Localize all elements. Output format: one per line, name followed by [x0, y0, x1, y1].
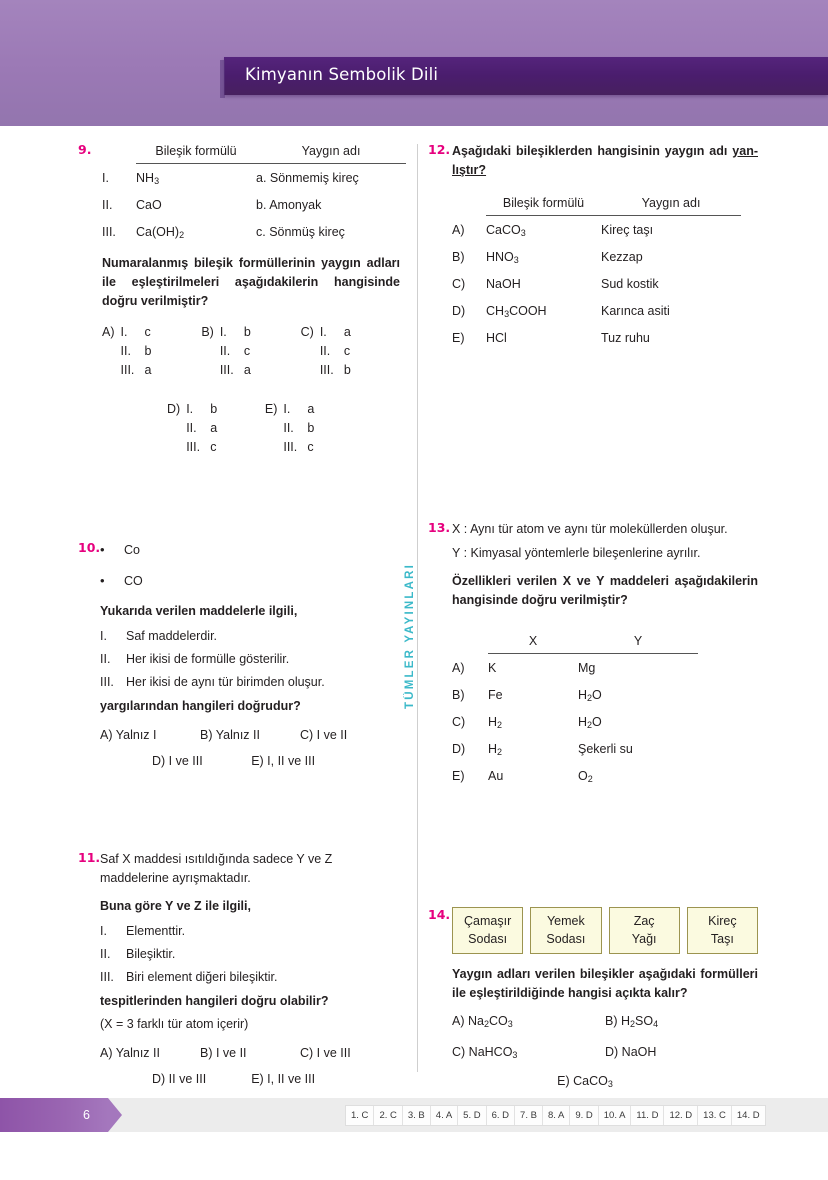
question-13 [428, 520, 758, 792]
row-x-value: K [488, 661, 497, 675]
answer-key-item: 9. D [570, 1106, 598, 1125]
row-x-value: Au [488, 769, 504, 783]
answer-key-item: 13. C [698, 1106, 732, 1125]
choice-c-label: C) [452, 277, 466, 291]
row-common-name: Tuz ruhu [601, 331, 650, 345]
question-14-word-boxes [452, 907, 758, 954]
choice-b[interactable]: B) Yalnız II [199, 728, 260, 742]
question-10-number: 10. [78, 540, 101, 555]
choice-e-label: E) [264, 402, 278, 416]
bullet-icon: • [100, 573, 105, 588]
table-header-row [102, 142, 400, 164]
answer-key-item: 5. D [458, 1106, 486, 1125]
choice-a[interactable]: A) Yalnız II [100, 1046, 160, 1060]
answer-key-item: 14. D [736, 1110, 760, 1121]
question-9 [78, 142, 400, 457]
answer-key-item: 4. A [431, 1106, 458, 1125]
word-box: Kireç Taşı [687, 907, 758, 954]
row-formula: NaOH [486, 277, 521, 291]
question-11-intro: Saf X maddesi ısıtıldığında sadece Y ve Z maddelerine ayrışmaktadır. [100, 852, 333, 885]
choice-c[interactable]: C) I ve III [299, 1046, 351, 1060]
choice-e-label: E) [452, 769, 465, 783]
statement-row: III. Her ikisi de aynı tür birimden oluşur. [100, 675, 325, 689]
question-9-stem: Numaralanmış bileşik formüllerinin yaygın adları ile eşleştirilmeleri aşağıdakilerin hangisinde doğru verilmiştir? [102, 256, 400, 308]
word-box: Yemek Sodası [530, 907, 601, 954]
row-common-name: Kireç taşı [601, 223, 654, 237]
row-formula: $NH_3$ [136, 171, 160, 186]
question-10-choices-row1 [100, 726, 400, 745]
choice-b[interactable]: B) $H_2SO_4$ [605, 1014, 659, 1029]
choice-b-label: B) [201, 325, 214, 339]
row-label: II. [102, 198, 113, 212]
table-row[interactable] [452, 654, 758, 681]
choice-a-label: A) [452, 223, 465, 237]
statement-row: II. Bileşiktir. [100, 947, 176, 961]
column-header-name: Yaygın adı [601, 194, 741, 216]
row-formula: CaO [136, 198, 162, 212]
table-header-row [452, 194, 758, 216]
question-12-number: 12. [428, 142, 451, 157]
table-row[interactable] [452, 324, 758, 351]
answer-key [345, 1105, 766, 1126]
publisher-watermark [398, 526, 422, 746]
table-row[interactable] [452, 297, 758, 324]
question-10-stem-top: Yukarıda verilen maddelerle ilgili, [100, 604, 298, 618]
answer-key-item: 11. D [631, 1106, 664, 1125]
choice-d[interactable]: D) II ve III [152, 1072, 207, 1086]
row-formula: $Ca(OH)_2$ [136, 225, 185, 240]
question-14-number: 14. [428, 907, 451, 922]
choice-d[interactable]: D) NaOH [605, 1045, 657, 1059]
table-row[interactable] [452, 708, 758, 735]
choice-d-label: D) [167, 402, 181, 416]
table-row[interactable] [452, 762, 758, 789]
word-box: Çamaşır Sodası [452, 907, 523, 954]
question-12-stem: Aşağıdaki bileşiklerden hangisinin yaygın adı yan-lıştır? [452, 144, 758, 177]
answer-key-item: 10. A [599, 1106, 632, 1125]
choice-e[interactable]: E) I, II ve III [251, 754, 316, 768]
row-y-value: $H_2O$ [578, 715, 602, 730]
bullet-icon: • [100, 542, 105, 557]
column-header-formula: Bileşik formülü [136, 142, 256, 164]
question-14-choices-row3 [452, 1072, 758, 1094]
list-item [100, 571, 400, 591]
question-9-choices-top [102, 323, 400, 380]
row-formula: CaCO$_3$ [486, 223, 526, 238]
choice-c-label: C) [452, 715, 466, 729]
row-label: III. [102, 225, 116, 239]
table-row[interactable] [452, 243, 758, 270]
word-box: Zaç Yağı [609, 907, 680, 954]
question-14-choices-row2 [452, 1043, 758, 1065]
question-13-stem: Özellikleri verilen X ve Y maddeleri aşağıdakilerin hangisinde doğru verilmiştir? [452, 574, 758, 607]
row-common-name: b. Amonyak [256, 198, 322, 212]
question-11 [78, 850, 400, 1089]
column-header-x: X [488, 632, 578, 654]
question-13-line-y: Y : Kimyasal yöntemlerle bileşenlerine ayrılır. [452, 546, 701, 560]
row-x-value: Fe [488, 688, 503, 702]
answer-key-item: 6. D [487, 1106, 515, 1125]
question-10-stem-bottom: yargılarından hangileri doğrudur? [100, 699, 301, 713]
column-header-name: Yaygın adı [256, 142, 406, 164]
page-number-badge [0, 1098, 108, 1132]
row-common-name: a. Sönmemiş kireç [256, 171, 359, 185]
column-header-formula: Bileşik formülü [486, 194, 601, 216]
answer-key-item: 2. C [374, 1106, 402, 1125]
question-9-choices-bottom [102, 400, 400, 457]
table-row [102, 191, 400, 218]
row-label: I. [102, 171, 109, 185]
question-11-number: 11. [78, 850, 101, 865]
question-13-number: 13. [428, 520, 451, 535]
table-row[interactable] [452, 735, 758, 762]
statement-row: I. Saf maddelerdir. [100, 629, 218, 643]
row-x-value: $H_2$ [488, 742, 503, 757]
choice-a-label: A) [102, 325, 115, 339]
row-common-name: Sud kostik [601, 277, 659, 291]
answer-key-item: 7. B [515, 1106, 543, 1125]
question-9-number: 9. [78, 142, 92, 157]
row-y-value: $O_2$ [578, 769, 593, 784]
choice-d[interactable]: D) I ve III [152, 754, 203, 768]
page-title: Kimyanın Sembolik Dili [245, 65, 439, 84]
choice-d-label: D) [452, 304, 466, 318]
question-11-stem-bottom: tespitlerinden hangileri doğru olabilir? [100, 994, 329, 1008]
answer-key-item: 12. D [664, 1106, 698, 1125]
choice-b-label: B) [452, 250, 465, 264]
publisher-name: TÜMLER YAYINLARI [404, 555, 416, 717]
question-14-stem: Yaygın adları verilen bileşikler aşağıdaki formülleri ile eşleştirildiğinde hangisi açıkta kalır? [452, 967, 758, 1000]
statement-row: III. Biri element diğeri bileşiktir. [100, 970, 278, 984]
row-common-name: Karınca asiti [601, 304, 670, 318]
choice-e-label: E) [452, 331, 465, 345]
question-14 [428, 907, 758, 1094]
choice-c[interactable]: C) I. a II. c III. b [301, 323, 400, 380]
row-y-value: Şekerli su [578, 742, 633, 756]
choice-a-label: A) [452, 661, 465, 675]
page-content [0, 126, 828, 1089]
choice-e[interactable]: E) I. a II. b III. c [265, 400, 363, 457]
question-10-choices-row2 [100, 752, 400, 771]
question-12 [428, 142, 758, 354]
row-common-name: Kezzap [601, 250, 643, 264]
bullet-text: CO [124, 574, 143, 588]
choice-d[interactable]: D) I. b II. a III. c [167, 400, 265, 457]
choice-b-label: B) [452, 688, 465, 702]
question-12-table [452, 194, 758, 351]
question-10-statements [100, 627, 400, 692]
question-13-line-x: X : Aynı tür atom ve aynı tür moleküllerden oluşur. [452, 522, 728, 536]
table-row [102, 164, 400, 191]
choice-b[interactable]: B) I ve II [199, 1046, 247, 1060]
choice-a[interactable]: A) Yalnız I [100, 728, 157, 742]
table-row [102, 218, 400, 245]
choice-a[interactable]: A) I. c II. b III. a [102, 323, 201, 380]
page-number: 6 [83, 1108, 90, 1122]
question-10 [78, 540, 400, 771]
choice-e[interactable]: E) I, II ve III [251, 1072, 316, 1086]
table-row[interactable] [452, 216, 758, 243]
row-formula: $HNO_3$ [486, 250, 519, 265]
question-11-choices-row1 [100, 1044, 400, 1063]
list-item [100, 540, 400, 560]
row-formula: HCl [486, 331, 507, 345]
question-11-stem-top: Buna göre Y ve Z ile ilgili, [100, 899, 251, 913]
row-y-value: $H_2O$ [578, 688, 602, 703]
choice-c[interactable]: C) I ve II [299, 728, 348, 742]
row-y-value: Mg [578, 661, 596, 675]
column-header-y: Y [578, 632, 698, 654]
statement-row: I. Elementtir. [100, 924, 186, 938]
choice-b[interactable]: B) I. b II. c III. a [201, 323, 300, 380]
answer-key-item: 1. C [346, 1106, 374, 1125]
question-11-note: (X = 3 farklı tür atom içerir) [100, 1017, 249, 1031]
question-12-stem-underlined: yan-lıştır? [452, 144, 758, 177]
table-row[interactable] [452, 270, 758, 297]
choice-a[interactable]: A) $Na_2CO_3$ [452, 1014, 513, 1029]
question-10-bullets [100, 540, 400, 591]
table-row[interactable] [452, 681, 758, 708]
row-common-name: c. Sönmüş kireç [256, 225, 345, 239]
bullet-text: Co [124, 543, 140, 557]
question-13-table [452, 632, 758, 789]
question-9-table [102, 142, 400, 245]
answer-key-item: 3. B [403, 1106, 431, 1125]
table-header-row [452, 632, 758, 654]
row-formula: $CH_3COOH$ [486, 304, 547, 319]
question-14-choices-row1 [452, 1012, 758, 1034]
row-x-value: $H_2$ [488, 715, 503, 730]
question-11-statements [100, 922, 400, 987]
answer-key-item: 8. A [543, 1106, 570, 1125]
choice-d-label: D) [452, 742, 466, 756]
choice-e[interactable]: E) CaCO$_3$ [557, 1074, 613, 1089]
statement-row: II. Her ikisi de formülle gösterilir. [100, 652, 290, 666]
choice-c[interactable]: C) NaHCO$_3$ [452, 1045, 518, 1060]
choice-c-label: C) [300, 325, 314, 339]
question-11-choices-row2 [100, 1070, 400, 1089]
